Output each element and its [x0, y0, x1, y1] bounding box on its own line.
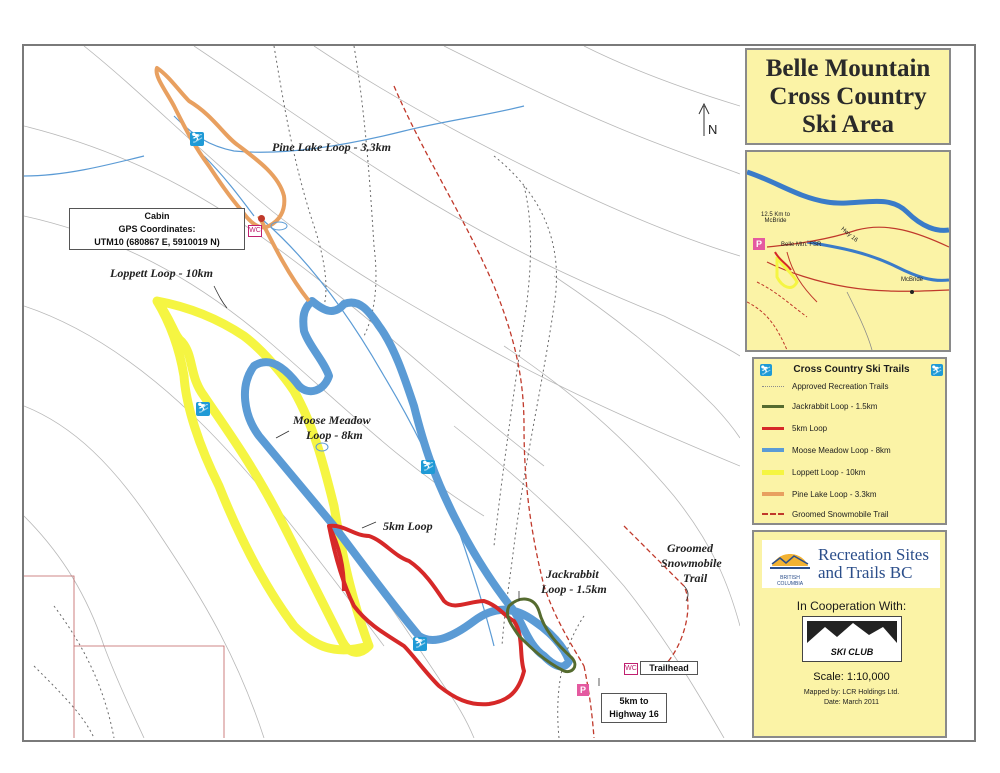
cabin-callout: [69, 208, 245, 250]
map-scale: Scale: 1:10,000: [813, 671, 890, 683]
map-title: [766, 55, 931, 139]
inset-highway-label: Hwy 16: [839, 226, 859, 244]
restroom-icon: WC: [248, 225, 262, 237]
legend-item-pine-lake: [762, 487, 942, 501]
inset-mcbride-distance: [761, 212, 790, 224]
jackrabbit-label-2: Loop - 1.5km: [541, 582, 607, 596]
moose-meadow-label-2: Loop - 8km: [306, 428, 363, 442]
legend-swatch: [762, 470, 784, 475]
ski-icon: ⛷: [421, 461, 435, 472]
bc-logo-line-1: BRITISH: [780, 575, 800, 581]
jackrabbit-label-1: Jackrabbit: [546, 567, 599, 581]
ski-icon: ⛷: [413, 638, 427, 649]
inset-mcbride-label: McBride: [901, 277, 924, 283]
legend-swatch: [762, 405, 784, 408]
legend-item-snowmobile: [762, 507, 942, 521]
title-line-3: Ski Area: [802, 110, 894, 138]
rs-name-line-1: Recreation Sites: [818, 545, 929, 564]
ski-club-logo: [802, 616, 902, 662]
bc-logo-line-2: COLUMBIA: [776, 581, 804, 587]
legend-label: 5km Loop: [792, 423, 828, 433]
title-line-1: Belle Mountain: [765, 54, 931, 82]
legend-item-loppett: [762, 465, 942, 479]
cabin-gps-label: GPS Coordinates:: [118, 224, 196, 234]
legend-title: Cross Country Ski Trails: [793, 364, 910, 375]
north-arrow: [699, 104, 717, 137]
highway-distance: 5km to: [619, 696, 649, 706]
groomed-label-1: Groomed: [667, 541, 713, 555]
highway-callout: [601, 693, 667, 723]
inset-fsr-label: Belle Mtn. FSR: [781, 242, 822, 248]
ski-icon: ⛷: [190, 133, 204, 144]
legend-label: Pine Lake Loop - 3.3km: [792, 489, 877, 499]
loppett-loop-trail: [157, 301, 369, 652]
moose-meadow-loop-trail: [245, 301, 569, 666]
inset-parking-icon: P: [753, 238, 765, 250]
parking-icon: P: [577, 684, 589, 696]
restroom-icon: WC: [624, 663, 638, 675]
creek: [24, 106, 524, 646]
legend-label: Approved Recreation Trails: [792, 381, 889, 391]
legend-item-5km: [762, 421, 942, 435]
legend-swatch: [762, 492, 784, 496]
cabin-marker: [258, 215, 265, 222]
legend-label: Loppett Loop - 10km: [792, 467, 866, 477]
legend-panel: [752, 357, 947, 525]
legend-header: [760, 361, 943, 378]
pine-lake: [271, 222, 287, 230]
loppett-loop-label: Loppett Loop - 10km: [110, 266, 213, 280]
cooperation-text: In Cooperation With:: [796, 599, 907, 613]
ski-icon: ⛷: [931, 364, 943, 375]
legend-item-jackrabbit: [762, 399, 942, 413]
bc-logo-icon: [768, 544, 812, 587]
inset-map-graphic: [747, 152, 949, 350]
cabin-title: Cabin: [144, 211, 170, 221]
pine-lake-loop-label: Pine Lake Loop - 3.3km: [272, 140, 391, 154]
legend-swatch: [762, 448, 784, 452]
legend-label: Jackrabbit Loop - 1.5km: [792, 401, 878, 411]
cooperation-panel: [752, 530, 947, 738]
highway-name: Highway 16: [609, 709, 659, 719]
inset-distance-line-2: McBride: [764, 218, 787, 224]
groomed-label-3: Trail: [683, 571, 708, 585]
north-label: N: [708, 122, 718, 137]
locator-inset-map: [745, 150, 951, 352]
cabin-coordinates: UTM10 (680867 E, 5910019 N): [94, 237, 220, 247]
ski-icon: ⛷: [196, 403, 210, 414]
ski-icon: ⛷: [760, 364, 772, 375]
rs-name-line-2: and Trails BC: [818, 563, 913, 582]
title-panel: [745, 48, 951, 145]
legend-swatch: [762, 386, 784, 387]
trailhead-callout: Trailhead: [640, 661, 698, 675]
inset-distance-line-1: 12.5 Km to: [761, 212, 791, 218]
groomed-label-2: Snowmobile: [661, 556, 722, 570]
legend-swatch: [762, 513, 784, 515]
legend-item-moose-meadow: [762, 443, 942, 457]
title-line-2: Cross Country: [769, 82, 927, 110]
bc-logo-text: [768, 575, 812, 587]
property-lines: [24, 576, 224, 738]
recreation-sites-logo: [762, 540, 940, 588]
ski-club-mountain-icon: [803, 617, 901, 647]
legend-item-recreation-trails: [762, 379, 942, 393]
legend-label: Groomed Snowmobile Trail: [792, 509, 889, 519]
ski-club-name: SKI CLUB: [830, 647, 874, 657]
mapped-by: Mapped by: LCR Holdings Ltd.: [803, 689, 900, 696]
legend-label: Moose Meadow Loop - 8km: [792, 445, 891, 455]
map-date: Date: March 2011: [823, 699, 880, 706]
label-leaders: [214, 286, 688, 686]
5km-loop-label: 5km Loop: [383, 519, 433, 533]
moose-meadow-label-1: Moose Meadow: [293, 413, 371, 427]
recreation-sites-name: [818, 546, 929, 582]
legend-swatch: [762, 427, 784, 430]
